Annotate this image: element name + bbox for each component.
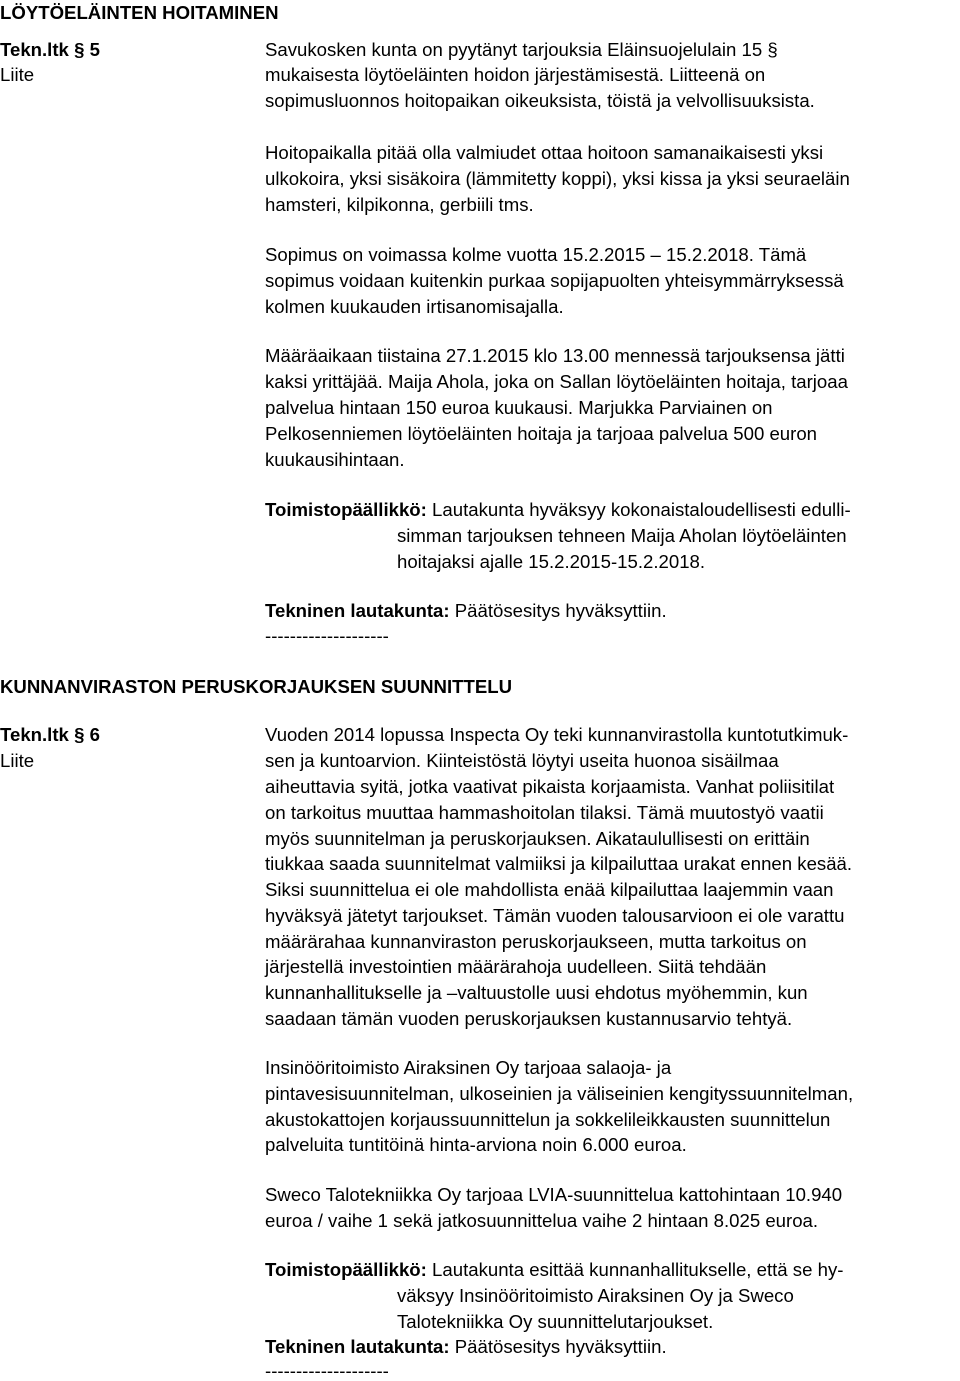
- section2-para3-line1: Sweco Talotekniikka Oy tarjoaa LVIA-suunnittelua kattohintaan 10.940: [265, 1184, 843, 1205]
- section1-separator: --------------------: [265, 625, 389, 646]
- ref-number: 6: [89, 724, 100, 745]
- section1-liite: Liite: [0, 64, 35, 85]
- section1-proposal-line2: simman tarjouksen tehneen Maija Aholan löytöeläinten: [397, 525, 847, 546]
- section2-para1-line10: järjestellä investointien määrärahoja uudelleen. Siitä tehdään: [265, 956, 767, 977]
- section2-para1-line11: kunnanhallitukselle ja –valtuustolle uusi ehdotus myöhemmin, kun: [265, 982, 808, 1003]
- decision-label: Tekninen lautakunta:: [265, 600, 450, 621]
- proposal-label: Toimistopäällikkö:: [265, 1259, 427, 1280]
- section1-para2-line2: ulkokoira, yksi sisäkoira (lämmitetty koppi), yksi kissa ja yksi seuraeläin: [265, 168, 850, 189]
- section1-para1-line3: sopimusluonnos hoitopaikan oikeuksista, töistä ja velvollisuuksista.: [265, 90, 815, 111]
- section2-liite: Liite: [0, 750, 35, 771]
- section2-para2-line3: akustokattojen korjaussuunnittelun ja sokkelileikkausten suunnittelun: [265, 1109, 831, 1130]
- section2-para1-line6: tiukkaa saada suunnitelmat valmiiksi ja kilpailuttaa urakat ennen kesää.: [265, 853, 853, 874]
- section1-para4-line4: Pelkosenniemen löytöeläinten hoitaja ja tarjoaa palvelua 500 euron: [265, 423, 818, 444]
- ref-prefix: Tekn.ltk: [0, 39, 69, 60]
- section2-para1-line5: myös suunnitelman ja peruskorjauksen. Aikataulullisesti on erittäin: [265, 828, 810, 849]
- section2-para2-line4: palveluita tuntitöinä hinta-arviona noin 6.000 euroa.: [265, 1134, 687, 1155]
- section1-para4-line5: kuukausihintaan.: [265, 449, 405, 470]
- section2-para2-line1: Insinööritoimisto Airaksinen Oy tarjoaa salaoja- ja: [265, 1057, 672, 1078]
- section1-para3-line3: kolmen kuukauden irtisanomisajalla.: [265, 296, 564, 317]
- section2-para1-line3: aiheuttavia syitä, jotka vaativat pikaista korjaamista. Vanhat poliisitilat: [265, 776, 835, 797]
- section1-para1-line1: Savukosken kunta on pyytänyt tarjouksia Eläinsuojelulain 15 §: [265, 39, 778, 60]
- section1-para2-line3: hamsteri, kilpikonna, gerbiili tms.: [265, 194, 534, 215]
- section-sign: §: [767, 39, 778, 60]
- section2-para1-line8: hyväksyä jätetyt tarjoukset. Tämän vuoden talousarvioon ei ole varattu: [265, 905, 845, 926]
- section1-reference: [0, 41, 100, 60]
- section2-para2-line2: pintavesisuunnitelman, ulkoseinien ja väliseinien kengityssuunnitelman,: [265, 1083, 854, 1104]
- section1-para1-line2: mukaisesta löytöeläinten hoidon järjestämisestä. Liitteenä on: [265, 64, 766, 85]
- proposal-label: Toimistopäällikkö:: [265, 499, 427, 520]
- section2-para1-line2: sen ja kuntoarvion. Kiinteistöstä löytyi useita huonoa sisäilmaa: [265, 750, 779, 771]
- section1-proposal: Toimistopäällikkö: Lautakunta hyväksyy kokonaistaloudellisesti edulli-: [265, 499, 851, 520]
- section2-para1-line12: saadaan tämän vuoden peruskorjauksen kustannusarvio tehtyä.: [265, 1008, 793, 1029]
- section2-para1-line9: määrärahaa kunnanviraston peruskorjaukseen, mutta tarkoitus on: [265, 931, 807, 952]
- section-sign: §: [74, 724, 85, 745]
- section2-proposal-line3: Talotekniikka Oy suunnittelutarjoukset.: [397, 1311, 714, 1332]
- section2-reference: [0, 726, 100, 745]
- section1-para4-line1: Määräaikaan tiistaina 27.1.2015 klo 13.00 mennessä tarjouksensa jätti: [265, 345, 845, 366]
- section2-separator: --------------------: [265, 1360, 389, 1381]
- section-sign: §: [74, 39, 85, 60]
- section2-title: KUNNANVIRASTON PERUSKORJAUKSEN SUUNNITTELU: [0, 676, 513, 697]
- section1-para2-line1: Hoitopaikalla pitää olla valmiudet ottaa hoitoon samanaikaisesti yksi: [265, 142, 824, 163]
- section2-proposal: Toimistopäällikkö: Lautakunta esittää kunnanhallitukselle, että se hy-: [265, 1259, 844, 1280]
- section2-para3-line2: euroa / vaihe 1 sekä jatkosuunnittelua vaihe 2 hintaan 8.025 euroa.: [265, 1210, 819, 1231]
- section1-para4-line3: palvelua hintaan 150 euroa kuukausi. Marjukka Parviainen on: [265, 397, 773, 418]
- ref-number: 5: [89, 39, 100, 60]
- ref-prefix: Tekn.ltk: [0, 724, 69, 745]
- decision-label: Tekninen lautakunta:: [265, 1336, 450, 1357]
- section1-para3-line2: sopimus voidaan kuitenkin purkaa sopijapuolten yhteisymmärryksessä: [265, 270, 844, 291]
- section2-decision: Tekninen lautakunta: Päätösesitys hyväksyttiin.: [265, 1336, 667, 1357]
- section2-para1-line7: Siksi suunnittelua ei ole mahdollista enää kilpailuttaa laajemmin vaan: [265, 879, 834, 900]
- section1-para4-line2: kaksi yrittäjää. Maija Ahola, joka on Sallan löytöeläinten hoitaja, tarjoaa: [265, 371, 848, 392]
- section1-proposal-line3: hoitajaksi ajalle 15.2.2015-15.2.2018.: [397, 551, 706, 572]
- section1-title: LÖYTÖELÄINTEN HOITAMINEN: [0, 2, 279, 23]
- section1-decision: Tekninen lautakunta: Päätösesitys hyväksyttiin.: [265, 600, 667, 621]
- section2-proposal-line2: väksyy Insinööritoimisto Airaksinen Oy ja Sweco: [397, 1285, 794, 1306]
- section1-para3-line1: Sopimus on voimassa kolme vuotta 15.2.2015 – 15.2.2018. Tämä: [265, 244, 807, 265]
- section2-para1-line1: Vuoden 2014 lopussa Inspecta Oy teki kunnanvirastolla kuntotutkimuk-: [265, 724, 849, 745]
- section2-para1-line4: on tarkoitus muuttaa hammashoitolan tilaksi. Tämä muutostyö vaatii: [265, 802, 824, 823]
